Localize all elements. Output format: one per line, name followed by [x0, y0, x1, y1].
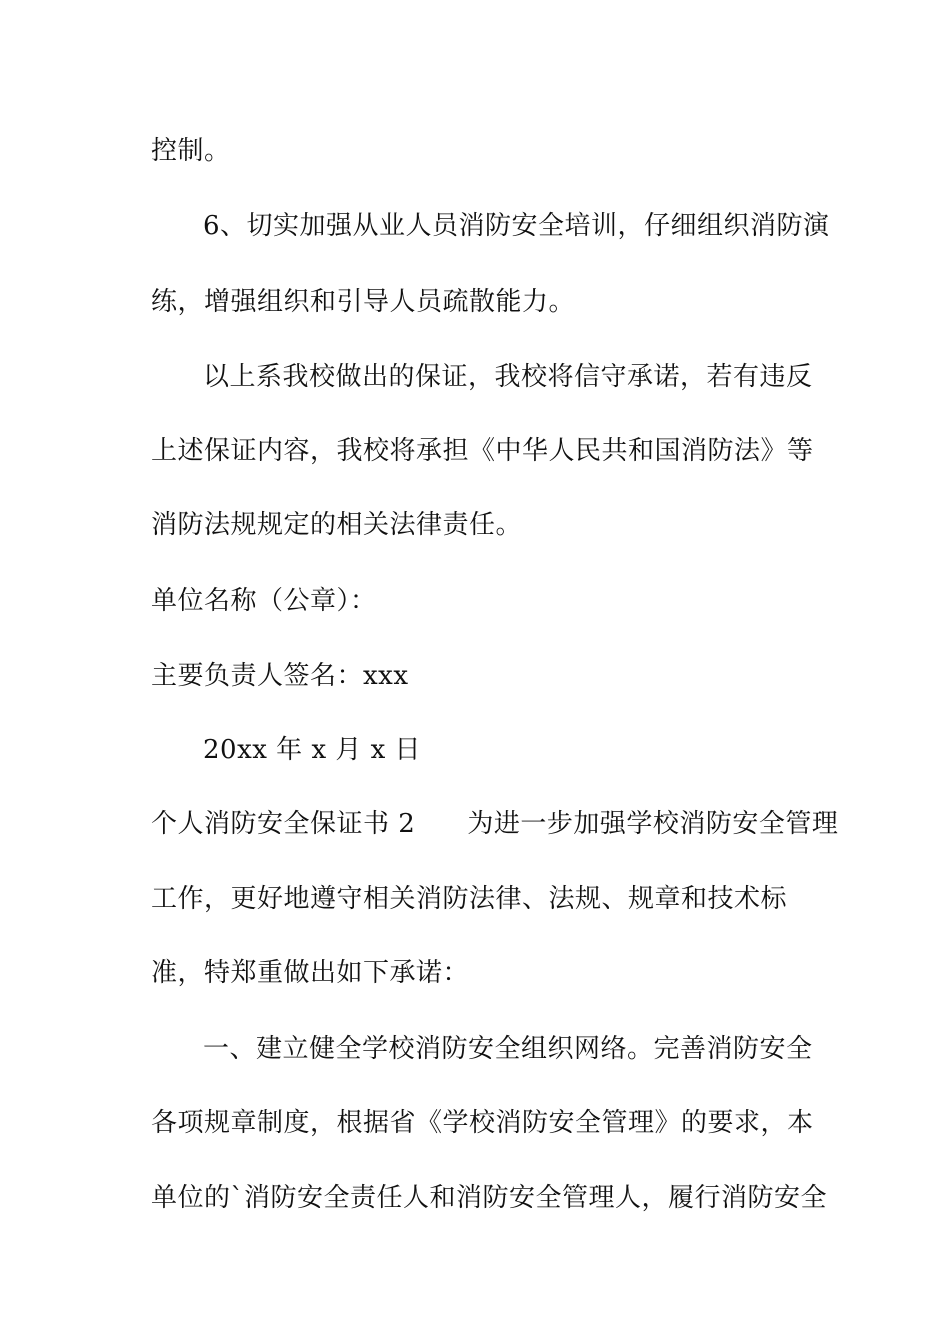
- date-line: 20xx 年 x 月 x 日: [203, 735, 422, 765]
- text-line-12: 一、建立健全学校消防安全组织网络。完善消防安全: [203, 1034, 813, 1064]
- text-line-11: 准，特郑重做出如下承诺：: [151, 958, 470, 988]
- section-heading-line: [151, 808, 838, 840]
- text-line-5: 上述保证内容，我校将承担《中华人民共和国消防法》等: [151, 436, 814, 466]
- unit-name-line: 单位名称（公章）：: [151, 586, 377, 616]
- signature-line: 主要负责人签名：xxx: [151, 661, 409, 691]
- section-first-line: 为进一步加强学校消防安全管理: [467, 809, 839, 839]
- text-line-2: 6、切实加强从业人员消防安全培训，仔细组织消防演: [203, 211, 830, 241]
- text-line-6: 消防法规规定的相关法律责任。: [151, 510, 523, 540]
- text-line-3: 练，增强组织和引导人员疏散能力。: [151, 287, 576, 317]
- text-line-4: 以上系我校做出的保证，我校将信守承诺，若有违反: [203, 362, 813, 392]
- text-line-14: 单位的`消防安全责任人和消防安全管理人，履行消防安全: [151, 1183, 828, 1213]
- section-title: 个人消防安全保证书 2: [151, 809, 416, 839]
- text-line-13: 各项规章制度，根据省《学校消防安全管理》的要求，本: [151, 1108, 814, 1138]
- text-line-1: 控制。: [151, 136, 231, 166]
- text-line-10: 工作，更好地遵守相关消防法律、法规、规章和技术标: [151, 884, 788, 914]
